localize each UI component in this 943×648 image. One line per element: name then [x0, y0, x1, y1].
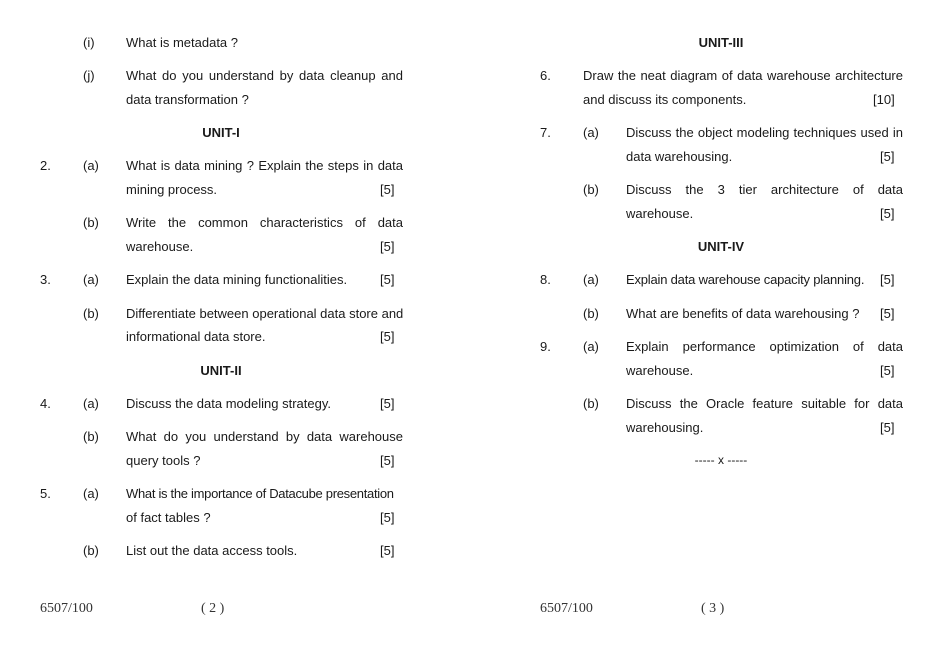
unit-4-heading: UNIT-IV — [697, 239, 745, 254]
question-3b-marks: [5] — [380, 329, 395, 344]
question-3a-line1: Explain the data mining functionalities. — [126, 272, 348, 287]
question-2b-label: (b) — [83, 215, 99, 230]
question-5b-label: (b) — [83, 543, 99, 558]
question-3a-label: (a) — [83, 272, 99, 287]
question-9b-marks: [5] — [880, 420, 895, 435]
question-2a-label: (a) — [83, 158, 99, 173]
question-7b-marks: [5] — [880, 206, 895, 221]
question-2a-line2: mining process. — [126, 182, 218, 197]
question-9b-line1: Discuss the Oracle feature suitable for data — [626, 396, 903, 411]
question-4a-line1: Discuss the data modeling strategy. — [126, 396, 331, 411]
question-7b-line1: Discuss the 3 tier architecture of data — [626, 182, 903, 197]
question-8a-label: (a) — [583, 272, 599, 287]
question-6-marks: [10] — [873, 92, 895, 107]
question-3-number: 3. — [40, 272, 51, 287]
question-3b-line1: Differentiate between operational data store and — [126, 306, 404, 321]
question-6-line1: Draw the neat diagram of data warehouse architecture — [583, 68, 903, 83]
question-5b-marks: [5] — [380, 543, 395, 558]
question-7-number: 7. — [540, 125, 551, 140]
question-8-number: 8. — [540, 272, 551, 287]
unit-3-heading: UNIT-III — [698, 35, 744, 50]
question-j-line1: What do you understand by data cleanup and — [126, 68, 403, 83]
question-7b-line2: warehouse. — [626, 206, 694, 221]
question-7a-line2: data warehousing. — [626, 149, 733, 164]
item-label-j: (j) — [83, 68, 95, 83]
question-2a-line1: What is data mining ? Explain the steps in data — [126, 158, 403, 173]
question-5a-line1: What is the importance of Datacube presentation — [126, 486, 394, 501]
question-4b-marks: [5] — [380, 453, 395, 468]
question-5b-line1: List out the data access tools. — [126, 543, 298, 558]
question-9a-line2: warehouse. — [626, 363, 694, 378]
question-6-number: 6. — [540, 68, 551, 83]
question-7a-marks: [5] — [880, 149, 895, 164]
question-5a-label: (a) — [83, 486, 99, 501]
question-5a-marks: [5] — [380, 510, 395, 525]
question-2b-marks: [5] — [380, 239, 395, 254]
question-4a-marks: [5] — [380, 396, 395, 411]
question-5a-line2: of fact tables ? — [126, 510, 211, 525]
end-of-paper-mark: ----- x ----- — [694, 453, 748, 467]
question-6-line2: and discuss its components. — [583, 92, 747, 107]
question-8b-label: (b) — [583, 306, 599, 321]
item-label-i: (i) — [83, 35, 95, 50]
question-2b-line2: warehouse. — [126, 239, 194, 254]
question-9a-label: (a) — [583, 339, 599, 354]
question-8a-line1: Explain data warehouse capacity planning. — [626, 272, 865, 287]
paper-code: 6507/100 — [540, 601, 593, 616]
question-2b-line1: Write the common characteristics of data — [126, 215, 403, 230]
question-i-text: What is metadata ? — [126, 35, 238, 50]
question-3b-label: (b) — [83, 306, 99, 321]
question-8b-line1: What are benefits of data warehousing ? — [626, 306, 860, 321]
question-9a-marks: [5] — [880, 363, 895, 378]
question-4-number: 4. — [40, 396, 51, 411]
question-7b-label: (b) — [583, 182, 599, 197]
page-number: ( 2 ) — [201, 601, 225, 616]
question-9-number: 9. — [540, 339, 551, 354]
question-4b-line2: query tools ? — [126, 453, 201, 468]
question-8a-marks: [5] — [880, 272, 895, 287]
question-7a-label: (a) — [583, 125, 599, 140]
question-8b-marks: [5] — [880, 306, 895, 321]
question-9b-line2: warehousing. — [626, 420, 704, 435]
question-2a-marks: [5] — [380, 182, 395, 197]
question-j-line2: data transformation ? — [126, 92, 249, 107]
page-number: ( 3 ) — [701, 601, 725, 616]
paper-code: 6507/100 — [40, 601, 93, 616]
question-3b-line2: informational data store. — [126, 329, 266, 344]
question-7a-line1: Discuss the object modeling techniques used in — [626, 125, 903, 140]
question-9a-line1: Explain performance optimization of data — [626, 339, 903, 354]
unit-1-heading: UNIT-I — [202, 125, 240, 140]
question-9b-label: (b) — [583, 396, 599, 411]
question-4a-label: (a) — [83, 396, 99, 411]
question-5-number: 5. — [40, 486, 51, 501]
question-3a-marks: [5] — [380, 272, 395, 287]
question-2-number: 2. — [40, 158, 51, 173]
unit-2-heading: UNIT-II — [200, 363, 242, 378]
question-4b-label: (b) — [83, 429, 99, 444]
question-4b-line1: What do you understand by data warehouse — [126, 429, 403, 444]
